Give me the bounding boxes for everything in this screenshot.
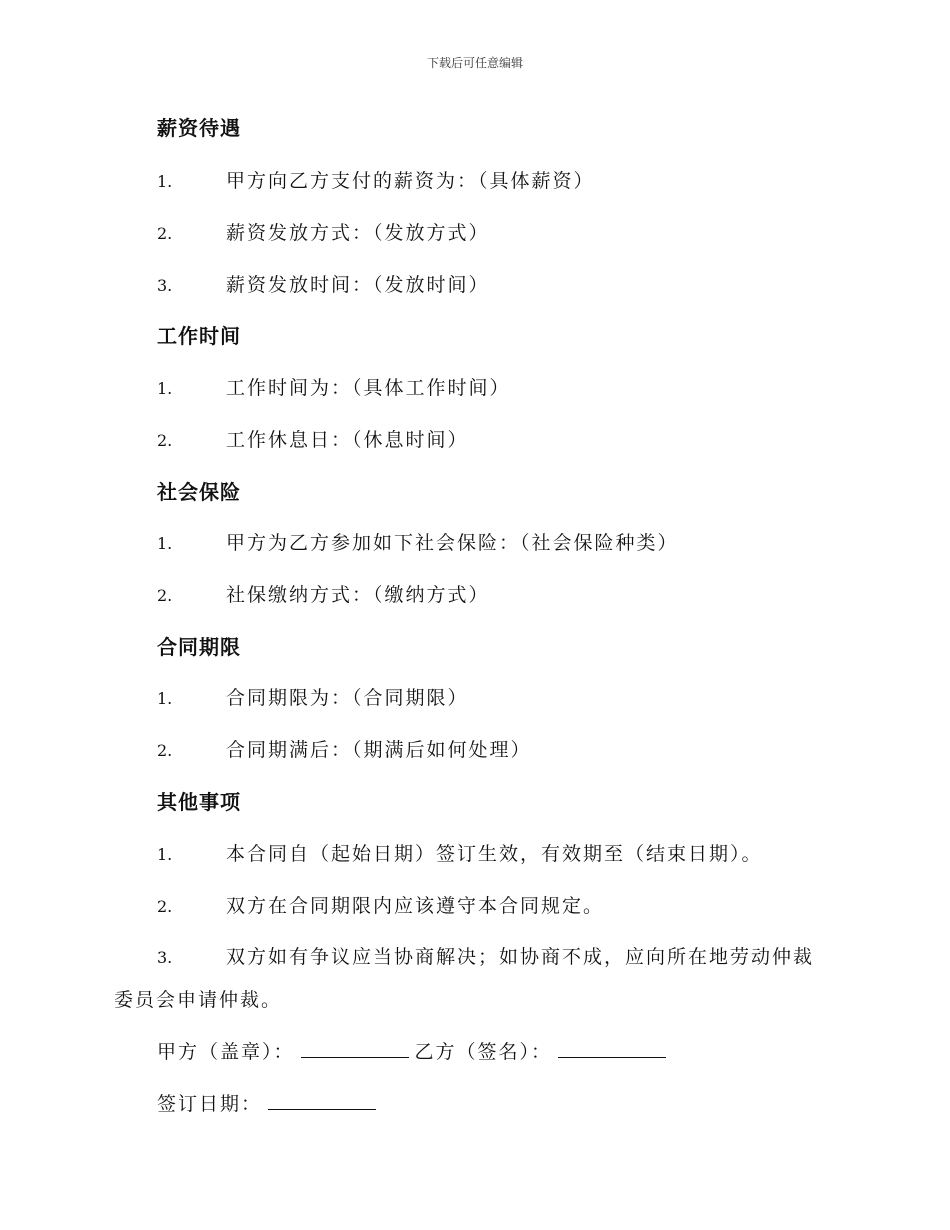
- list-item: [157, 839, 763, 866]
- date-row: [157, 1089, 382, 1116]
- party-b-label: 乙方（签名）：: [414, 1041, 553, 1063]
- date-label: 签订日期：: [157, 1093, 263, 1115]
- item-text: 薪资发放时间：（发放时间）: [226, 274, 490, 296]
- item-text: 双方如有争议应当协商解决；如协商不成，应向所在地劳动仲裁: [226, 946, 815, 968]
- item-text: 本合同自（起始日期）签订生效，有效期至（结束日期）。: [226, 843, 763, 865]
- section-title-term: 合同期限: [157, 635, 241, 659]
- section-title-insurance: 社会保险: [157, 480, 241, 504]
- party-a-label: 甲方（盖章）：: [157, 1041, 295, 1063]
- section-title-salary: 薪资待遇: [157, 116, 241, 140]
- item-text: 合同期限为：（合同期限）: [226, 687, 469, 709]
- item-number: 3.: [157, 948, 173, 967]
- item-number: 2.: [157, 224, 173, 243]
- item-number: 2.: [157, 431, 173, 450]
- item-number: 3.: [157, 276, 173, 295]
- list-item: [157, 735, 532, 762]
- list-item: [157, 580, 490, 607]
- item-number: 2.: [157, 586, 173, 605]
- item-text: 双方在合同期限内应该遵守本合同规定。: [226, 895, 605, 917]
- item-number: 1.: [157, 172, 173, 191]
- list-item: [157, 373, 511, 400]
- list-item: [157, 942, 814, 969]
- item-number: 1.: [157, 845, 173, 864]
- item-number: 2.: [157, 741, 173, 760]
- item-text: 薪资发放方式：（发放方式）: [226, 222, 490, 244]
- header-note: 下载后可任意编辑: [426, 56, 523, 70]
- item-text: 工作休息日：（休息时间）: [226, 429, 469, 451]
- date-blank: [268, 1091, 376, 1110]
- list-item: [157, 270, 490, 297]
- item-number: 1.: [157, 534, 173, 553]
- list-item: [157, 166, 595, 193]
- list-item: [157, 891, 604, 918]
- item-text: 甲方为乙方参加如下社会保险：（社会保险种类）: [226, 532, 679, 554]
- list-item: [157, 528, 679, 555]
- list-item: [157, 218, 490, 245]
- item-text: 工作时间为：（具体工作时间）: [226, 377, 511, 399]
- item-number: 2.: [157, 897, 173, 916]
- party-a-blank: [301, 1039, 409, 1058]
- section-title-other: 其他事项: [157, 790, 241, 814]
- section-title-worktime: 工作时间: [157, 324, 241, 348]
- party-b-blank: [558, 1039, 666, 1058]
- item-number: 1.: [157, 379, 173, 398]
- item-text: 社保缴纳方式：（缴纳方式）: [226, 584, 490, 606]
- item-text: 甲方向乙方支付的薪资为：（具体薪资）: [226, 170, 595, 192]
- item-number: 1.: [157, 689, 173, 708]
- list-item: [157, 425, 469, 452]
- signature-row: [157, 1037, 672, 1064]
- item-text-continuation: 委员会申请仲裁。: [114, 989, 283, 1011]
- item-text: 合同期满后：（期满后如何处理）: [226, 739, 532, 761]
- list-item: [157, 683, 469, 710]
